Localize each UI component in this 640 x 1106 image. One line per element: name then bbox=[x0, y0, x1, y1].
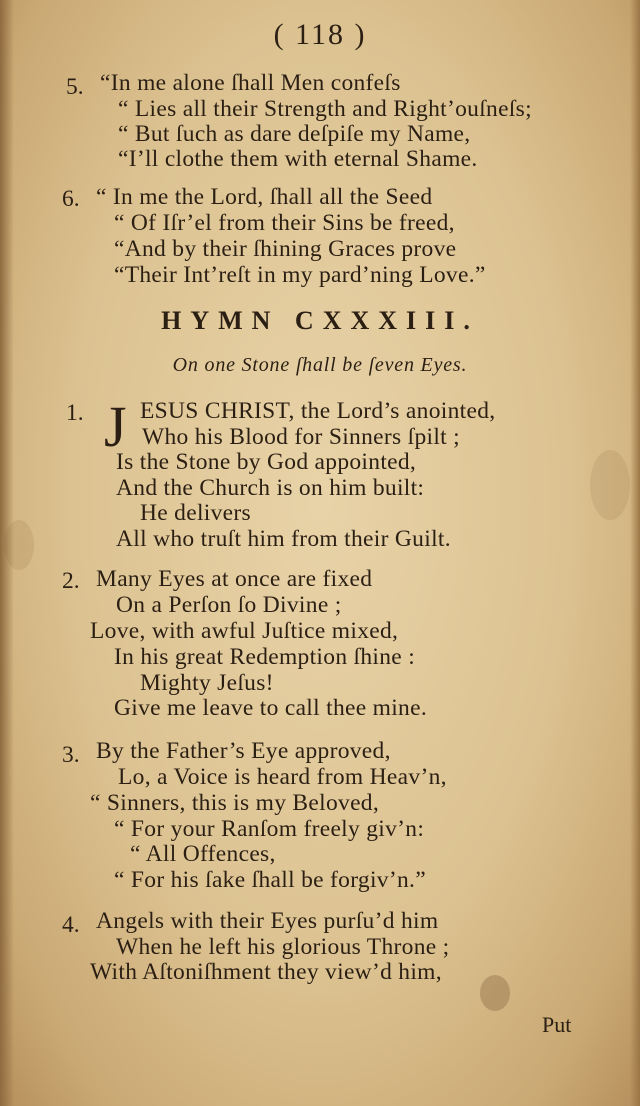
verse-number: 6. bbox=[62, 186, 80, 212]
paper-stain bbox=[480, 975, 510, 1011]
verse-line: On a Perſon ſo Divine ; bbox=[116, 592, 342, 618]
paper-stain bbox=[4, 520, 34, 570]
verse-line: Many Eyes at once are fixed bbox=[96, 566, 373, 592]
drop-cap: J bbox=[104, 394, 127, 459]
verse-line: Give me leave to call thee mine. bbox=[114, 695, 428, 721]
verse-line: “ Lies all their Strength and Right’ouſneſs; bbox=[118, 96, 532, 122]
hymn-title: HYMN CXXXIII. bbox=[161, 306, 479, 335]
verse-line: He delivers bbox=[140, 500, 251, 526]
verse-line: ESUS CHRIST, the Lord’s anointed, bbox=[140, 398, 496, 424]
verse-line: Who his Blood for Sinners ſpilt ; bbox=[142, 424, 461, 450]
verse-line: All who truſt him from their Guilt. bbox=[116, 526, 451, 552]
verse-line: “In me alone ſhall Men confeſs bbox=[100, 70, 401, 96]
verse-line: “And by their ſhining Graces prove bbox=[114, 236, 457, 262]
verse-line: Is the Stone by God appointed, bbox=[116, 449, 417, 475]
hymn-subtitle: On one Stone ſhall be ſeven Eyes. bbox=[172, 354, 468, 376]
verse-line: “ Sinners, this is my Beloved, bbox=[90, 790, 380, 816]
verse-line: When he left his glorious Throne ; bbox=[116, 934, 450, 960]
verse-number: 2. bbox=[62, 568, 80, 594]
page-number-header: ( 118 ) bbox=[273, 18, 367, 51]
verse-line: “ Of Iſr’el from their Sins be freed, bbox=[114, 210, 455, 236]
verse-number: 4. bbox=[62, 912, 80, 938]
verse-line: And the Church is on him built: bbox=[116, 475, 425, 501]
verse-line: “ In me the Lord, ſhall all the Seed bbox=[96, 184, 433, 210]
verse-line: Angels with their Eyes purſu’d him bbox=[96, 908, 439, 934]
verse-line: “I’ll clothe them with eternal Shame. bbox=[118, 146, 478, 172]
verse-line: “ For his ſake ſhall be forgiv’n.” bbox=[114, 867, 426, 893]
verse-number: 5. bbox=[66, 74, 84, 100]
catchword: Put bbox=[542, 1012, 572, 1037]
paper-stain bbox=[590, 450, 630, 520]
verse-line: Love, with awful Juſtice mixed, bbox=[90, 618, 399, 644]
verse-line: “ For your Ranſom freely giv’n: bbox=[114, 816, 425, 842]
page-edge-right bbox=[630, 0, 640, 1106]
verse-line: In his great Redemption ſhine : bbox=[114, 644, 416, 670]
verse-line: “ All Offences, bbox=[130, 841, 276, 867]
verse-line: With Aſtoniſhment they view’d him, bbox=[90, 959, 442, 985]
verse-line: “ But ſuch as dare deſpiſe my Name, bbox=[118, 121, 471, 147]
verse-line: “Their Int’reſt in my pard’ning Love.” bbox=[114, 262, 486, 288]
verse-line: By the Father’s Eye approved, bbox=[96, 738, 391, 764]
verse-line: Lo, a Voice is heard from Heav’n, bbox=[118, 764, 447, 790]
verse-line: Mighty Jeſus! bbox=[140, 670, 274, 696]
verse-number: 3. bbox=[62, 742, 80, 768]
verse-number: 1. bbox=[66, 400, 84, 426]
